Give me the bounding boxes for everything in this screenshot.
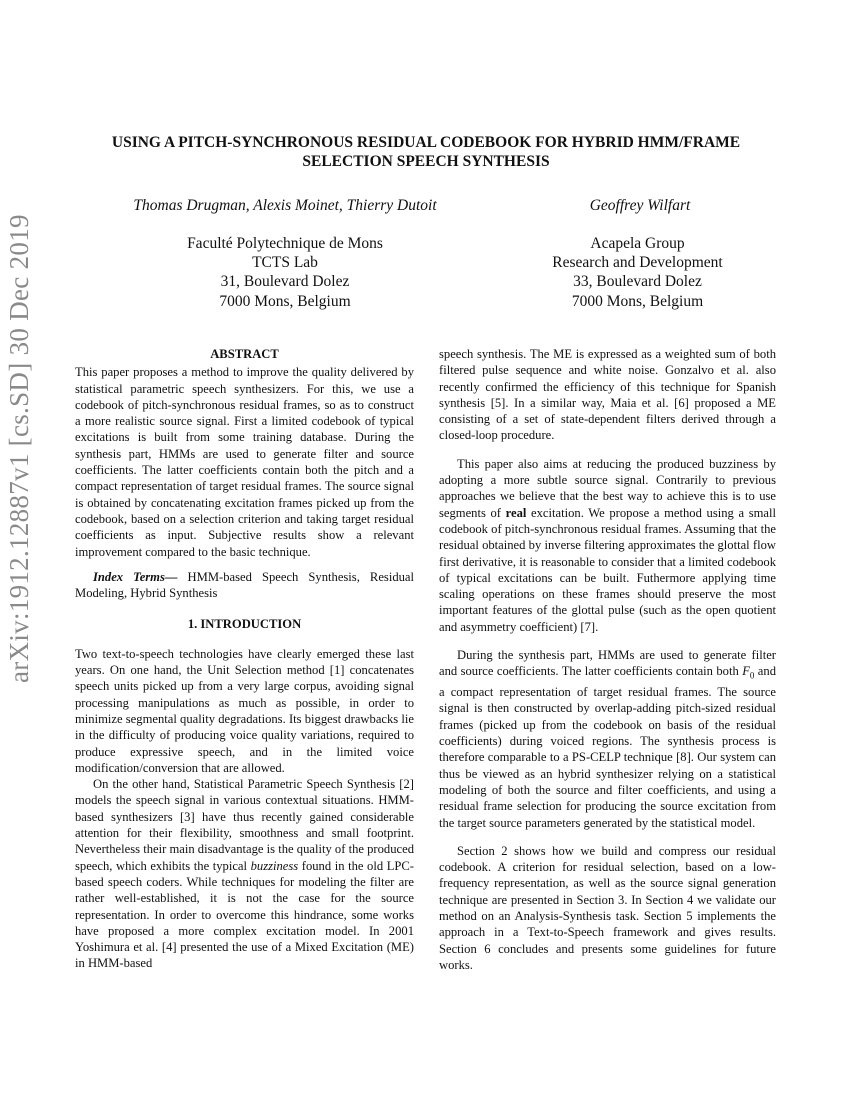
arxiv-identifier: arXiv:1912.12887v1 [cs.SD] 30 Dec 2019 <box>4 214 34 683</box>
section-heading-introduction: 1. INTRODUCTION <box>187 617 302 632</box>
affiliation-left <box>150 234 420 311</box>
authors-right: Geoffrey Wilfart <box>589 197 691 214</box>
affiliation-line: Research and Development <box>552 254 723 272</box>
emphasis-text: buzziness <box>250 858 299 873</box>
text-run: found in the old LPC-based speech coders. While techniques for modeling the filter are rather well-established, it is not the case for the source representation. In order to overcome this hindrance, some works have proposed a more complex excitation model. In 2001 Yoshimura et al. [4] presented the use of a Mixed Excitation (ME) in HMM-based <box>75 858 414 971</box>
right-paragraph-1: speech synthesis. The ME is expressed as a weighted sum of both filtered pulse sequence and white noise. Gonzalvo et al. also recently confirmed the efficiency of this technique for Spanish synthesis [5]. In a similar way, Maia et al. [6] proposed a ME consisting of a set of state-dependent filters derived through a closed-loop procedure. <box>439 347 776 443</box>
affiliation-line: 31, Boulevard Dolez <box>220 273 350 291</box>
affiliation-line: 7000 Mons, Belgium <box>219 292 351 310</box>
affiliation-line: 7000 Mons, Belgium <box>571 292 704 310</box>
affiliation-line: Acapela Group <box>590 235 685 252</box>
text-run: This paper also aims at reducing the produced buzziness by adopting a more subtle source signal. Contrarily to previous approaches we believe that the best way to achieve this is to use segments of <box>439 456 776 520</box>
right-paragraph-3 <box>439 647 776 831</box>
affiliation-line: Faculté Polytechnique de Mons <box>187 235 383 252</box>
index-terms-text: HMM-based Speech Synthesis, Residual Modeling, Hybrid Synthesis <box>75 569 414 601</box>
index-terms <box>75 569 414 602</box>
right-column <box>439 346 776 973</box>
affiliation-right <box>525 234 750 311</box>
right-paragraph-4: Section 2 shows how we build and compress our residual codebook. A criterion for residual selection, based on a low-frequency representation, as well as the source signal generation technique are presented in Section 3. In Section 4 we validate our method on an Analysis-Synthesis task. Section 5 implements the approach in a Text-to-Speech framework and gives results. Section 6 concludes and presents some guidelines for future works. <box>439 843 776 972</box>
paper-title: USING A PITCH-SYNCHRONOUS RESIDUAL CODEBOOK FOR HYBRID HMM/FRAME SELECTION SPEECH SYNTHESIS <box>111 134 741 170</box>
authors-left: Thomas Drugman, Alexis Moinet, Thierry Dutoit <box>133 197 437 214</box>
intro-paragraph-1: Two text-to-speech technologies have clearly emerged these last years. On one hand, the Unit Selection method [1] concatenates speech units picked up from a very large corpus, avoiding signal processing manipulations as much as possible, in order to minimize segmental quality degradations. Its biggest drawbacks lie in the difficulty of producing voice quality variations, required to produce expressive speech, and in the limited voice modification/conversion that are allowed. <box>75 646 414 775</box>
intro-paragraph-2 <box>75 776 414 972</box>
abstract-heading: ABSTRACT <box>210 347 279 361</box>
right-paragraph-2 <box>439 456 776 635</box>
text-run: and a compact representation of target residual frames. The source signal is then constructed by overlap-adding pitch-sized residual frames (picked up from the codebook on basis of the residual coefficients) during voiced regions. The synthesis process is therefore comparable to a PS-CELP technique [8]. Our system can thus be viewed as an hybrid synthesizer relying on a statistical modeling of both the source and filter coefficients, and using a residual frame selection for producing the source excitation from the target source parameters generated by the statistical model. <box>439 664 776 830</box>
left-column <box>75 346 414 972</box>
text-run: excitation. We propose a method using a small codebook of pitch-synchronous residual frames. Assuming that the residual obtained by inverse filtering approximates the glottal flow first derivative, it is reasonable to consider that a limited codebook of typical excitations can be built. Futhermore applying time scaling operations on these frames should preserve the most important features of the glottal pulse (such as the open quotient and asymmetry coefficient) [7]. <box>439 505 776 634</box>
emphasis-text: real <box>505 505 527 520</box>
f0-subscript: 0 <box>749 670 755 681</box>
affiliation-line: 33, Boulevard Dolez <box>573 273 702 291</box>
f0-symbol: F <box>742 664 750 679</box>
affiliation-line: TCTS Lab <box>252 254 318 272</box>
index-terms-label: Index Terms— <box>93 569 178 584</box>
text-run: On the other hand, Statistical Parametric Speech Synthesis [2] models the speech signal in various contextual situations. HMM-based synthesizers [3] have thus recently gained considerable attention for their flexibility, smoothness and small footprint. Nevertheless their main disadvantage is the quality of the produced speech, which exhibits the typical <box>75 777 414 873</box>
text-run: During the synthesis part, HMMs are used to generate filter and source coefficients. The latter coefficients contain both <box>439 648 776 679</box>
abstract-text: This paper proposes a method to improve the quality delivered by statistical parametric speech synthesizers. For this, we use a codebook of pitch-synchronous residual frames, so as to construct a more realistic source signal. First a limited codebook of typical excitations is built from some training database. During the synthesis part, HMMs are used to generate filter and source coefficients. The latter coefficients contain both the pitch and a compact representation of target residual frames. The source signal is obtained by concatenating excitation frames picked up from the codebook, based on a selection criterion and taking target residual coefficients as input. Subjective results show a relevant improvement compared to the basic technique. <box>75 365 414 559</box>
